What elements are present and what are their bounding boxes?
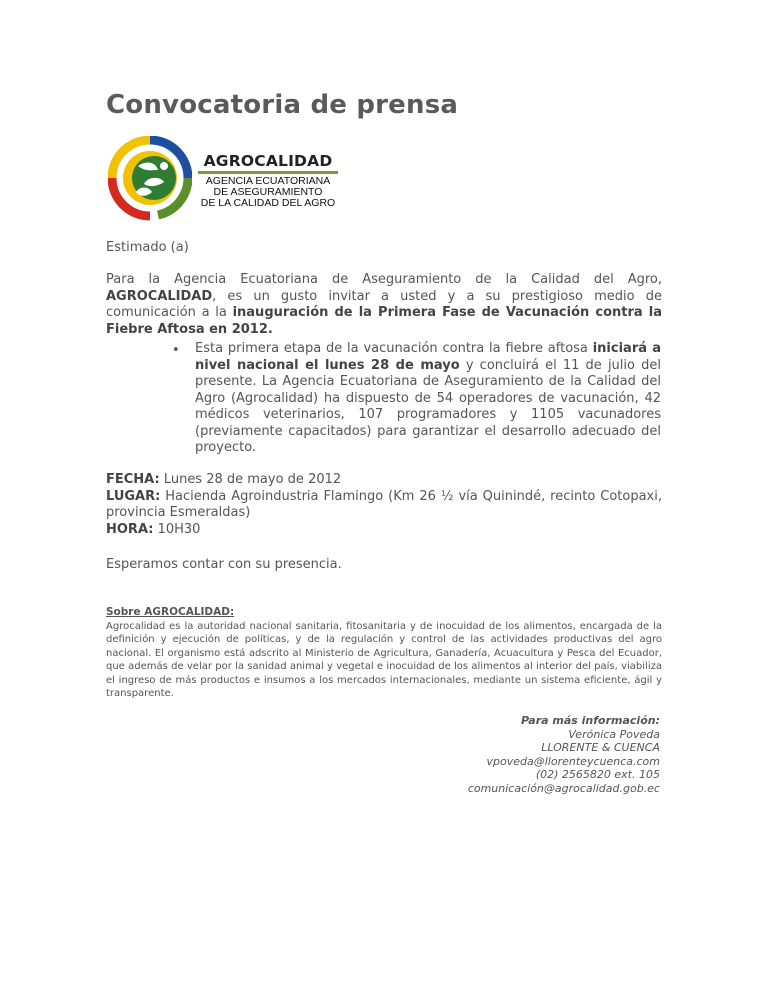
bullet-text-1: Esta primera etapa de la vacunación contra la fiebre aftosa bbox=[195, 341, 593, 356]
bullet-highlight: iniciará a nivel nacional el lunes 28 de mayo bbox=[195, 341, 661, 373]
logo-line-2: DE ASEGURAMIENTO bbox=[213, 186, 323, 198]
contact-email-2: comunicación@agrocalidad.gob.ec bbox=[467, 781, 660, 795]
contact-name: Verónica Poveda bbox=[568, 727, 660, 741]
date-value: Lunes 28 de mayo de 2012 bbox=[159, 472, 342, 487]
about-title: Sobre AGROCALIDAD: bbox=[106, 606, 235, 618]
bullet-paragraph bbox=[195, 341, 661, 457]
date-label: FECHA: bbox=[106, 472, 160, 487]
contact-heading: Para más información: bbox=[520, 714, 660, 727]
logo-line-1: AGENCIA ECUATORIANA bbox=[205, 175, 331, 187]
intro-text-2: , es un gusto invitar a usted y a su prestigioso medio de comunicación a la bbox=[106, 288, 662, 320]
bullet-marker: • bbox=[172, 343, 180, 358]
agrocalidad-emblem-icon bbox=[108, 136, 192, 224]
intro-event-name: inauguración de la Primera Fase de Vacunación contra la Fiebre Aftosa en 2012. bbox=[106, 305, 662, 337]
closing-line: Esperamos contar con su presencia. bbox=[106, 557, 342, 572]
contact-email-1: vpoveda@llorenteycuenca.com bbox=[486, 754, 660, 768]
agrocalidad-logo bbox=[108, 136, 338, 224]
event-time-row bbox=[106, 522, 662, 539]
greeting: Estimado (a) bbox=[106, 240, 189, 255]
page-title: Convocatoria de prensa bbox=[106, 90, 459, 120]
event-details bbox=[106, 472, 662, 538]
contact-phone: (02) 2565820 ext. 105 bbox=[535, 768, 660, 782]
place-value: Hacienda Agroindustria Flamingo (Km 26 ½ vía Quinindé, recinto Cotopaxi, provincia Esmeraldas) bbox=[106, 488, 662, 520]
intro-org-name: AGROCALIDAD bbox=[106, 288, 213, 304]
intro-paragraph bbox=[106, 272, 662, 338]
contact-block bbox=[380, 714, 660, 796]
logo-divider bbox=[198, 171, 338, 174]
contact-company: LLORENTE & CUENCA bbox=[541, 741, 660, 755]
time-value: 10H30 bbox=[153, 521, 201, 537]
event-date-row bbox=[106, 472, 662, 489]
about-body: Agrocalidad es la autoridad nacional sanitaria, fitosanitaria y de inocuidad de los alimentos, encargada de la definición y ejecución de políticas, y de la regulación y control de las actividades productivas del agro nacional. El organismo está adscrito al Ministerio de Agricultura, Ganadería, Acuacultura y Pesca del Ecuador, que además de velar por la sanidad animal y vegetal e inocuidad de los alimentos al interior del país, viabiliza el ingreso de más productos e insumos a los mercados internacionales, mediante un sistema eficiente, ágil y transparente. bbox=[106, 621, 662, 700]
place-label: LUGAR: bbox=[106, 488, 161, 504]
bullet-text-2: y concluirá el 11 de julio del presente. La Agencia Ecuatoriana de Aseguramiento de la Calidad del Agro (Agrocalidad) ha dispuesto de 54 operadores de vacunación, 42 médicos veterinarios, 107 programadores y 1105 vacunadores (previamente capacitados) para garantizar el desarrollo adecuado del proyecto. bbox=[195, 357, 661, 455]
event-place-row bbox=[106, 489, 662, 522]
time-label: HORA: bbox=[106, 521, 154, 537]
intro-text-1: Para la Agencia Ecuatoriana de Aseguramiento de la Calidad del Agro, bbox=[106, 272, 662, 287]
logo-line-3: DE LA CALIDAD DEL AGRO bbox=[200, 197, 336, 209]
logo-name: AGROCALIDAD bbox=[203, 152, 333, 170]
